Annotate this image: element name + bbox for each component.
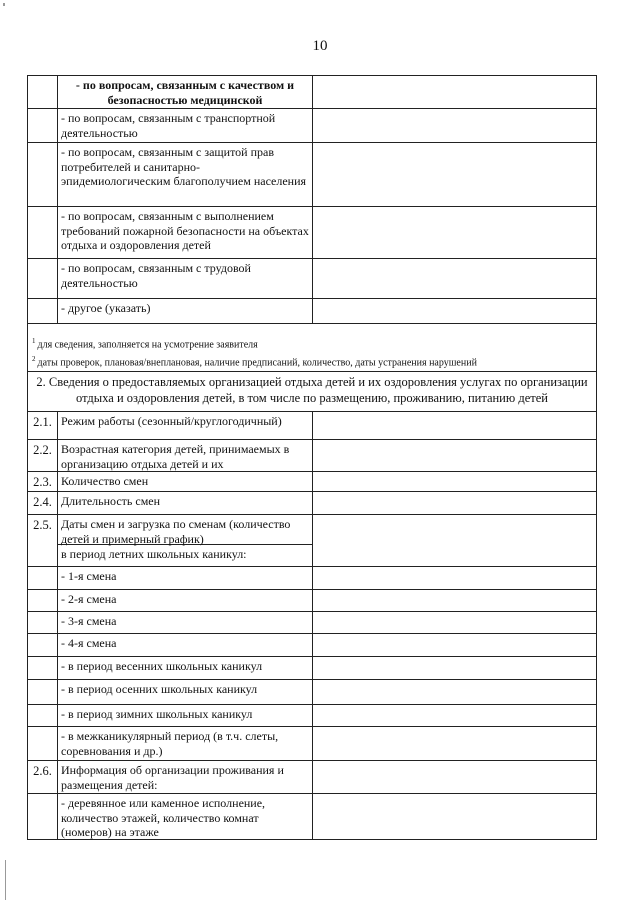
row-number	[28, 657, 58, 679]
value-cell[interactable]	[313, 143, 596, 206]
row-label: Длительность смен	[58, 492, 313, 514]
row-number: 2.3.	[28, 472, 58, 491]
value-cell[interactable]	[313, 761, 596, 793]
row-label: - по вопросам, связанным с трудовой деятельностью	[58, 259, 313, 298]
table-row-2-1	[28, 412, 596, 440]
table-row-2-2	[28, 440, 596, 472]
value-cell[interactable]	[313, 515, 596, 566]
value-cell[interactable]	[313, 440, 596, 471]
table-row	[28, 109, 596, 143]
row-number	[28, 612, 58, 633]
table-row	[28, 680, 596, 705]
value-cell[interactable]	[313, 590, 596, 611]
value-cell[interactable]	[313, 680, 596, 704]
value-cell[interactable]	[313, 76, 596, 108]
row-label: - по вопросам, связанным с транспортной деятельностью	[58, 109, 313, 142]
services-table	[27, 412, 597, 840]
row-label: Количество смен	[58, 472, 313, 491]
value-cell[interactable]	[313, 207, 596, 258]
value-cell[interactable]	[313, 259, 596, 298]
inspections-table	[27, 75, 597, 324]
row-label: - по вопросам, связанным с качеством и безопасностью медицинской	[58, 76, 313, 108]
row-number	[28, 207, 58, 258]
row-label: - в межканикулярный период (в т.ч. слеты, соревнования и др.)	[58, 727, 313, 760]
row-label: - другое (указать)	[58, 299, 313, 323]
table-row	[28, 794, 596, 840]
row-number	[28, 143, 58, 206]
row-label: - 1-я смена	[58, 567, 313, 589]
value-cell[interactable]	[313, 657, 596, 679]
value-cell[interactable]	[313, 634, 596, 656]
value-cell[interactable]	[313, 109, 596, 142]
row-number	[28, 794, 58, 839]
value-cell[interactable]	[313, 412, 596, 439]
scan-artifact	[3, 3, 5, 6]
row-number	[28, 109, 58, 142]
row-label: Информация об организации проживания и размещения детей:	[58, 761, 313, 793]
table-row-2-4	[28, 492, 596, 515]
row-number: 2.2.	[28, 440, 58, 471]
table-row	[28, 705, 596, 727]
table-row	[28, 657, 596, 680]
row-number: 2.6.	[28, 761, 58, 793]
footnote-2: $^2$ даты проверок, плановая/внеплановая, наличие предписаний, количество, даты устранения нарушений	[32, 355, 477, 369]
row-number	[28, 259, 58, 298]
row-label: - в период весенних школьных каникул	[58, 657, 313, 679]
row-label: Возрастная категория детей, принимаемых в организацию отдыха детей и их	[58, 440, 313, 471]
row-label: - в период осенних школьных каникул	[58, 680, 313, 704]
row-number: 2.1.	[28, 412, 58, 439]
section-2-heading: 2. Сведения о предоставляемых организацией отдыха детей и их оздоровления услугах по организации отдыха и оздоровления детей, в том числе по размещению, проживанию, питанию детей	[27, 372, 597, 412]
row-label: - по вопросам, связанным с защитой прав потребителей и санитарно-эпидемиологическим благополучием населения	[58, 143, 313, 206]
footnotes	[27, 324, 597, 372]
table-row	[28, 299, 596, 324]
row-label: - 4-я смена	[58, 634, 313, 656]
shift-dates-label: Даты смен и загрузка по сменам (количество детей и примерный график)	[58, 515, 312, 545]
form-sheet	[27, 75, 597, 840]
row-number	[28, 705, 58, 726]
row-number	[28, 680, 58, 704]
table-row-2-6	[28, 761, 596, 794]
row-label: - по вопросам, связанным с выполнением требований пожарной безопасности на объектах отдыха и оздоровления детей	[58, 207, 313, 258]
value-cell[interactable]	[313, 705, 596, 726]
table-row	[28, 567, 596, 590]
table-row	[28, 612, 596, 634]
table-row	[28, 259, 596, 299]
row-label: Режим работы (сезонный/круглогодичный)	[58, 412, 313, 439]
value-cell[interactable]	[313, 612, 596, 633]
value-cell[interactable]	[313, 492, 596, 514]
value-cell[interactable]	[313, 567, 596, 589]
table-row	[28, 727, 596, 761]
table-row-2-5	[28, 515, 596, 567]
page-number: 10	[312, 38, 328, 54]
scan-artifact	[5, 860, 6, 900]
row-number	[28, 590, 58, 611]
row-number	[28, 76, 58, 108]
value-cell[interactable]	[313, 472, 596, 491]
row-label: - 2-я смена	[58, 590, 313, 611]
row-number	[28, 727, 58, 760]
table-row	[28, 634, 596, 657]
value-cell[interactable]	[313, 299, 596, 323]
value-cell[interactable]	[313, 794, 596, 839]
table-row	[28, 590, 596, 612]
row-label: - 3-я смена	[58, 612, 313, 633]
table-row	[28, 143, 596, 207]
row-label	[58, 515, 313, 566]
row-number: 2.5.	[28, 515, 58, 566]
table-row-2-3	[28, 472, 596, 492]
row-label: - деревянное или каменное исполнение, количество этажей, количество комнат (номеров) на этаже	[58, 794, 313, 839]
footnote-1: $^1$ для сведения, заполняется на усмотрение заявителя	[32, 337, 258, 351]
table-row	[28, 207, 596, 259]
row-number	[28, 634, 58, 656]
row-label: - в период зимних школьных каникул	[58, 705, 313, 726]
table-row	[28, 75, 596, 109]
summer-holidays-label: в период летних школьных каникул:	[61, 547, 247, 561]
row-number: 2.4.	[28, 492, 58, 514]
row-number	[28, 299, 58, 323]
row-number	[28, 567, 58, 589]
value-cell[interactable]	[313, 727, 596, 760]
